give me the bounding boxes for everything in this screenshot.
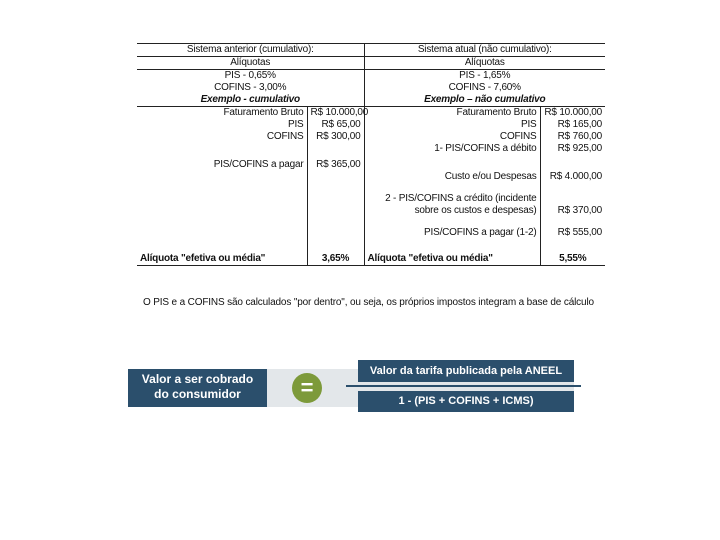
left-label: Faturamento Bruto — [137, 107, 307, 120]
equals-icon: = — [292, 373, 322, 403]
table-row — [137, 193, 605, 217]
table-row — [137, 227, 605, 239]
table-row — [137, 171, 605, 183]
rates-label-right: Alíquotas — [364, 57, 605, 70]
left-value: R$ 10.000,00 — [307, 107, 364, 120]
rate-cofins-right: COFINS - 7,60% — [448, 82, 521, 93]
rates-row — [137, 70, 605, 95]
right-label — [364, 193, 540, 217]
rate-pis-left: PIS - 0,65% — [224, 70, 276, 81]
credit-label-line2: sobre os custos e despesas) — [414, 205, 537, 216]
left-label: COFINS — [137, 131, 307, 143]
header-non-cumulative: Sistema atual (não cumulativo): — [364, 44, 605, 57]
table-row — [137, 155, 605, 171]
right-value: R$ 760,00 — [557, 131, 603, 142]
left-value: R$ 65,00 — [307, 119, 364, 131]
right-label: COFINS — [364, 131, 540, 143]
right-value: R$ 10.000,00 — [544, 107, 603, 118]
denominator-box: 1 - (PIS + COFINS + ICMS) — [358, 391, 574, 412]
right-label: Custo e/ou Despesas — [364, 171, 540, 183]
effective-value-left: 3,65% — [307, 253, 364, 266]
left-label: PIS/COFINS a pagar — [137, 155, 307, 171]
tax-comparison-table — [137, 43, 605, 266]
consumer-value-line2: do consumidor — [154, 387, 241, 401]
rates-right — [364, 70, 605, 95]
effective-label-right: Alíquota "efetiva ou média" — [364, 253, 540, 266]
numerator-box: Valor da tarifa publicada pela ANEEL — [358, 360, 574, 382]
effective-value-right: 5,55% — [540, 253, 605, 266]
header-cumulative: Sistema anterior (cumulativo): — [137, 44, 364, 57]
rates-label-left: Alíquotas — [137, 57, 364, 70]
rates-label-row — [137, 57, 605, 70]
left-value: R$ 300,00 — [307, 131, 364, 143]
table-row — [137, 119, 605, 131]
right-value: R$ 925,00 — [557, 143, 603, 154]
example-title-row — [137, 94, 605, 107]
table-row — [137, 131, 605, 143]
right-value: R$ 555,00 — [557, 227, 603, 238]
right-label: PIS/COFINS a pagar (1-2) — [364, 227, 540, 239]
right-label: 1- PIS/COFINS a débito — [364, 143, 540, 155]
effective-label-left: Alíquota "efetiva ou média" — [137, 253, 307, 266]
effective-rate-row — [137, 253, 605, 266]
right-value: R$ 165,00 — [557, 119, 603, 130]
left-label: PIS — [137, 119, 307, 131]
right-value: R$ 370,00 — [557, 205, 603, 216]
rate-pis-right: PIS - 1,65% — [459, 70, 511, 81]
example-non-cumulative-title: Exemplo – não cumulativo — [364, 94, 605, 107]
right-label: PIS — [364, 119, 540, 131]
right-label: Faturamento Bruto — [364, 107, 540, 120]
rate-cofins-left: COFINS - 3,00% — [214, 82, 287, 93]
right-value: R$ 4.000,00 — [549, 171, 603, 182]
table-header-row — [137, 44, 605, 57]
rates-left — [137, 70, 364, 95]
table-row — [137, 143, 605, 155]
fraction-line — [346, 385, 581, 387]
credit-label-line1: 2 - PIS/COFINS a crédito (incidente — [385, 193, 537, 204]
consumer-value-line1: Valor a ser cobrado — [141, 372, 254, 386]
calculation-note: O PIS e a COFINS são calculados "por dentro", ou seja, os próprios impostos integram a base de cálculo — [143, 297, 594, 308]
example-cumulative-title: Exemplo - cumulativo — [137, 94, 364, 107]
table-row — [137, 107, 605, 120]
consumer-value-box — [128, 369, 267, 407]
left-value: R$ 365,00 — [307, 155, 364, 171]
